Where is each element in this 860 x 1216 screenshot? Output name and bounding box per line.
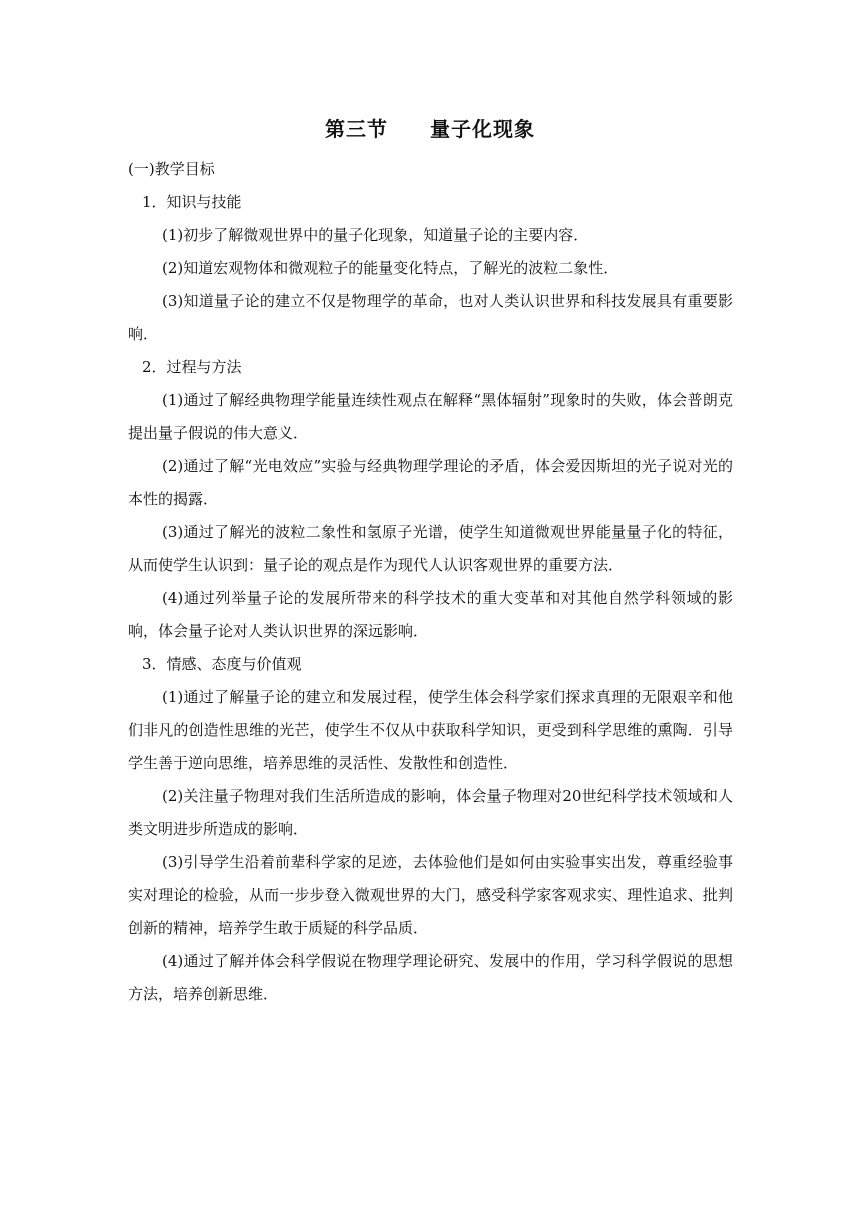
section-heading: (一)教学目标 xyxy=(128,160,215,178)
paragraph: (1)初步了解微观世界中的量子化现象，知道量子论的主要内容． xyxy=(162,226,589,244)
subsection-heading-values: 3．情感、态度与价值观 xyxy=(142,655,302,673)
subsection-heading-process: 2．过程与方法 xyxy=(142,358,242,376)
page-title: 第三节 量子化现象 xyxy=(325,117,535,141)
paragraph: (2)知道宏观物体和微观粒子的能量变化特点，了解光的波粒二象性． xyxy=(162,259,619,277)
document-body xyxy=(128,153,733,1011)
paragraph: (2)关注量子物理对我们生活所造成的影响，体会量子物理对20世纪科学技术领域和人类文明进步所造成的影响． xyxy=(128,787,733,838)
paragraph: (1)通过了解经典物理学能量连续性观点在解释“黑体辐射”现象时的失败，体会普朗克提出量子假说的伟大意义． xyxy=(128,391,733,442)
paragraph: (3)通过了解光的波粒二象性和氢原子光谱，使学生知道微观世界能量量子化的特征，从而使学生认识到：量子论的观点是作为现代人认识客观世界的重要方法． xyxy=(128,523,733,574)
paragraph: (1)通过了解量子论的建立和发展过程，使学生体会科学家们探求真理的无限艰辛和他们非凡的创造性思维的光芒，使学生不仅从中获取科学知识，更受到科学思维的熏陶．引导学生善于逆向思维，培养思维的灵活性、发散性和创造性． xyxy=(128,688,733,772)
subsection-heading-knowledge: 1．知识与技能 xyxy=(142,193,242,211)
paragraph: (2)通过了解“光电效应”实验与经典物理学理论的矛盾，体会爱因斯坦的光子说对光的本性的揭露． xyxy=(128,457,733,508)
paragraph: (3)知道量子论的建立不仅是物理学的革命，也对人类认识世界和科技发展具有重要影响． xyxy=(128,292,733,343)
paragraph: (3)引导学生沿着前辈科学家的足迹，去体验他们是如何由实验事实出发，尊重经验事实对理论的检验，从而一步步登入微观世界的大门，感受科学家客观求实、理性追求、批判创新的精神，培养学生敢于质疑的科学品质． xyxy=(128,853,733,937)
paragraph: (4)通过列举量子论的发展所带来的科学技术的重大变革和对其他自然学科领域的影响，体会量子论对人类认识世界的深远影响． xyxy=(128,589,733,640)
paragraph: (4)通过了解并体会科学假说在物理学理论研究、发展中的作用，学习科学假说的思想方法，培养创新思维． xyxy=(128,952,733,1003)
